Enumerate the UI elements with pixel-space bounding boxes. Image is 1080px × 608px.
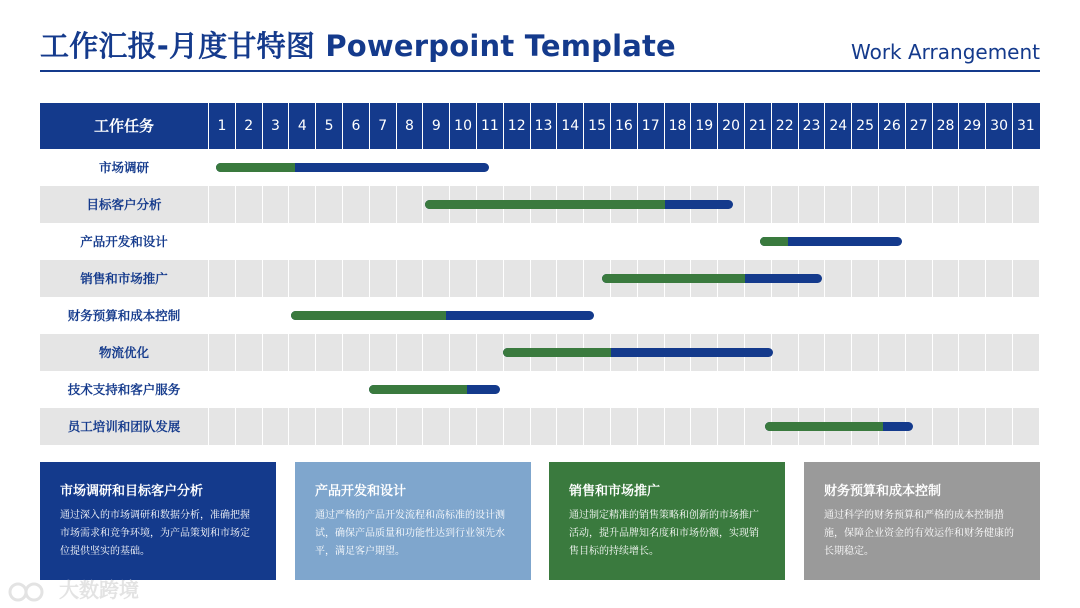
day-header-5: 5 — [315, 103, 342, 149]
gantt-cell — [208, 408, 235, 445]
day-header-10: 10 — [449, 103, 476, 149]
gantt-cell — [637, 223, 664, 260]
day-header-7: 7 — [369, 103, 396, 149]
gantt-cell — [503, 371, 530, 408]
gantt-cell — [717, 297, 744, 334]
card-body: 通过深入的市场调研和数据分析，准确把握市场需求和竞争环境，为产品策划和市场定位提供坚实的基础。 — [60, 510, 250, 557]
gantt-cell — [958, 149, 985, 186]
gantt-cell — [208, 260, 235, 297]
task-label: 目标客户分析 — [40, 186, 208, 223]
gantt-cell — [717, 149, 744, 186]
day-header-22: 22 — [771, 103, 798, 149]
gantt-cell — [449, 408, 476, 445]
gantt-cell — [610, 371, 637, 408]
card-title: 产品开发和设计 — [315, 484, 407, 499]
gantt-cell — [235, 223, 262, 260]
gantt-cell — [342, 260, 369, 297]
gantt-rows — [40, 149, 1040, 445]
card-body: 通过严格的产品开发流程和高标准的设计测试，确保产品质量和功能性达到行业领先水平，满足客户期望。 — [315, 510, 505, 557]
day-header-8: 8 — [396, 103, 423, 149]
gantt-cell — [235, 186, 262, 223]
gantt-cell — [1012, 371, 1039, 408]
gantt-cell — [530, 149, 557, 186]
gantt-cell — [610, 223, 637, 260]
gantt-cell — [958, 371, 985, 408]
gantt-cell — [637, 149, 664, 186]
gantt-cell — [315, 223, 342, 260]
gantt-cell — [985, 334, 1012, 371]
gantt-cell — [583, 223, 610, 260]
gantt-cell — [262, 260, 289, 297]
gantt-cell — [905, 149, 932, 186]
gantt-cell — [449, 260, 476, 297]
task-progress-bar — [216, 163, 295, 172]
gantt-cell — [315, 260, 342, 297]
gantt-cell — [851, 371, 878, 408]
task-label: 销售和市场推广 — [40, 260, 208, 297]
day-header-15: 15 — [583, 103, 610, 149]
gantt-cell — [637, 297, 664, 334]
gantt-cell — [798, 149, 825, 186]
gantt-cell — [824, 297, 851, 334]
gantt-cell — [556, 149, 583, 186]
title-divider — [40, 70, 1040, 72]
watermark — [8, 574, 139, 604]
card-body: 通过制定精准的销售策略和创新的市场推广活动，提升品牌知名度和市场份额，实现销售目标的持续增长。 — [569, 510, 759, 557]
gantt-cell — [422, 223, 449, 260]
gantt-cell — [262, 186, 289, 223]
gantt-row — [40, 334, 1040, 371]
gantt-cell — [985, 260, 1012, 297]
gantt-cell — [932, 149, 959, 186]
gantt-cell — [288, 223, 315, 260]
gantt-cell — [798, 186, 825, 223]
gantt-cell — [396, 260, 423, 297]
gantt-cell — [905, 371, 932, 408]
day-header-12: 12 — [503, 103, 530, 149]
gantt-cell — [798, 297, 825, 334]
gantt-cell — [235, 371, 262, 408]
gantt-cell — [878, 297, 905, 334]
day-header-3: 3 — [262, 103, 289, 149]
gantt-cell — [851, 149, 878, 186]
gantt-cell — [717, 371, 744, 408]
gantt-row — [40, 223, 1040, 260]
gantt-cell — [905, 334, 932, 371]
gantt-cell — [985, 408, 1012, 445]
gantt-cell — [958, 334, 985, 371]
task-progress-bar — [503, 348, 611, 357]
gantt-row — [40, 371, 1040, 408]
gantt-cell — [771, 334, 798, 371]
card-title: 销售和市场推广 — [569, 484, 661, 499]
summary-card — [804, 462, 1040, 580]
day-header-18: 18 — [664, 103, 691, 149]
gantt-cell — [824, 149, 851, 186]
gantt-cell — [208, 371, 235, 408]
gantt-cell — [744, 371, 771, 408]
gantt-cell — [824, 334, 851, 371]
gantt-cell — [476, 408, 503, 445]
task-bar — [369, 385, 500, 394]
gantt-cell — [798, 334, 825, 371]
task-label: 市场调研 — [98, 160, 149, 175]
task-bar — [760, 237, 902, 246]
gantt-cell — [637, 371, 664, 408]
gantt-cell — [449, 334, 476, 371]
task-progress-bar — [760, 237, 788, 246]
gantt-cell — [422, 408, 449, 445]
day-header-14: 14 — [556, 103, 583, 149]
gantt-cell — [851, 297, 878, 334]
gantt-cell — [342, 371, 369, 408]
day-header-16: 16 — [610, 103, 637, 149]
gantt-cell — [262, 371, 289, 408]
gantt-cell — [744, 149, 771, 186]
day-header-28: 28 — [932, 103, 959, 149]
gantt-cell — [932, 371, 959, 408]
gantt-cell — [851, 186, 878, 223]
gantt-cell — [208, 334, 235, 371]
task-label: 财务预算和成本控制 — [67, 308, 181, 323]
task-bar — [602, 274, 822, 283]
task-progress-bar — [369, 385, 467, 394]
gantt-cell — [503, 260, 530, 297]
gantt-cell — [476, 260, 503, 297]
gantt-cell — [449, 223, 476, 260]
card-title: 市场调研和目标客户分析 — [60, 484, 204, 499]
task-label: 技术支持和客户服务 — [67, 382, 181, 397]
gantt-cell — [369, 334, 396, 371]
summary-card — [549, 462, 785, 580]
gantt-cell — [396, 223, 423, 260]
gantt-cell — [664, 371, 691, 408]
task-bar — [291, 311, 594, 320]
gantt-cell — [262, 408, 289, 445]
gantt-cell — [530, 408, 557, 445]
gantt-cell — [664, 223, 691, 260]
gantt-cell — [824, 371, 851, 408]
gantt-header — [40, 103, 1040, 149]
gantt-cell — [985, 297, 1012, 334]
gantt-cell — [369, 260, 396, 297]
task-progress-bar — [602, 274, 745, 283]
gantt-cell — [1012, 260, 1039, 297]
gantt-cell — [905, 297, 932, 334]
gantt-cell — [690, 408, 717, 445]
gantt-cell — [262, 334, 289, 371]
gantt-cell — [958, 297, 985, 334]
gantt-cell — [771, 297, 798, 334]
gantt-cell — [932, 297, 959, 334]
gantt-cell — [664, 297, 691, 334]
gantt-cell — [476, 223, 503, 260]
task-bar — [503, 348, 774, 357]
day-header-6: 6 — [342, 103, 369, 149]
day-header-24: 24 — [824, 103, 851, 149]
gantt-cell — [369, 223, 396, 260]
gantt-cell — [556, 223, 583, 260]
day-header-4: 4 — [288, 103, 315, 149]
day-header-30: 30 — [985, 103, 1012, 149]
gantt-cell — [610, 297, 637, 334]
gantt-cell — [905, 223, 932, 260]
task-label: 员工培训和团队发展 — [40, 408, 208, 445]
gantt-cell — [690, 297, 717, 334]
gantt-row — [40, 297, 1040, 334]
gantt-row — [40, 408, 1040, 445]
gantt-cell — [503, 149, 530, 186]
gantt-cell — [235, 297, 262, 334]
gantt-cell — [422, 334, 449, 371]
gantt-cell — [1012, 186, 1039, 223]
gantt-cell — [396, 334, 423, 371]
gantt-cell — [958, 260, 985, 297]
gantt-cell — [798, 371, 825, 408]
gantt-cell — [315, 371, 342, 408]
gantt-cell — [1012, 297, 1039, 334]
page-subtitle: Work Arrangement — [850, 40, 1040, 64]
gantt-cell — [878, 334, 905, 371]
day-header-26: 26 — [878, 103, 905, 149]
gantt-cell — [932, 260, 959, 297]
watermark-logo-icon — [8, 580, 52, 604]
task-bar — [216, 163, 489, 172]
gantt-cell — [342, 408, 369, 445]
summary-card — [295, 462, 531, 580]
task-progress-bar — [425, 200, 665, 209]
gantt-row — [40, 186, 1040, 223]
gantt-cell — [610, 408, 637, 445]
task-progress-bar — [765, 422, 883, 431]
day-header-20: 20 — [717, 103, 744, 149]
gantt-cell — [824, 186, 851, 223]
gantt-cell — [664, 149, 691, 186]
task-label: 物流优化 — [40, 334, 208, 371]
gantt-cell — [744, 297, 771, 334]
gantt-cell — [288, 408, 315, 445]
watermark-text: 大数跨境 — [58, 578, 139, 602]
gantt-cell — [288, 186, 315, 223]
gantt-cell — [1012, 334, 1039, 371]
gantt-cell — [235, 408, 262, 445]
gantt-cell — [771, 186, 798, 223]
task-bar — [425, 200, 733, 209]
gantt-cell — [315, 408, 342, 445]
gantt-cell — [530, 371, 557, 408]
gantt-cell — [315, 334, 342, 371]
gantt-cell — [208, 223, 235, 260]
page-title: 工作汇报-月度甘特图 Powerpoint Template — [40, 29, 676, 63]
gantt-cell — [932, 186, 959, 223]
task-bar — [765, 422, 912, 431]
gantt-cell — [288, 260, 315, 297]
gantt-chart — [40, 103, 1040, 445]
gantt-cell — [824, 260, 851, 297]
gantt-cell — [342, 334, 369, 371]
gantt-cell — [664, 408, 691, 445]
day-header-31: 31 — [1012, 103, 1039, 149]
gantt-cell — [396, 186, 423, 223]
gantt-cell — [208, 186, 235, 223]
card-title: 财务预算和成本控制 — [824, 484, 942, 499]
gantt-cell — [369, 186, 396, 223]
gantt-cell — [878, 260, 905, 297]
gantt-cell — [315, 186, 342, 223]
gantt-cell — [878, 371, 905, 408]
gantt-cell — [369, 408, 396, 445]
gantt-cell — [556, 260, 583, 297]
day-header-23: 23 — [798, 103, 825, 149]
task-progress-bar — [291, 311, 445, 320]
day-header-9: 9 — [422, 103, 449, 149]
gantt-cell — [932, 223, 959, 260]
gantt-cell — [985, 371, 1012, 408]
gantt-cell — [985, 186, 1012, 223]
gantt-cell — [690, 371, 717, 408]
summary-card — [40, 462, 276, 580]
gantt-cell — [878, 186, 905, 223]
gantt-cell — [262, 223, 289, 260]
gantt-cell — [905, 260, 932, 297]
gantt-cell — [1012, 408, 1039, 445]
day-header-29: 29 — [958, 103, 985, 149]
gantt-cell — [235, 334, 262, 371]
gantt-cell — [690, 149, 717, 186]
gantt-row — [40, 149, 1040, 186]
gantt-cell — [905, 186, 932, 223]
day-header-13: 13 — [530, 103, 557, 149]
day-header-25: 25 — [851, 103, 878, 149]
day-header-11: 11 — [476, 103, 503, 149]
gantt-cell — [503, 223, 530, 260]
card-body: 通过科学的财务预算和严格的成本控制措施，保障企业资金的有效运作和财务健康的长期稳定。 — [824, 510, 1014, 557]
task-label: 产品开发和设计 — [80, 234, 168, 249]
gantt-cell — [958, 408, 985, 445]
gantt-cell — [851, 260, 878, 297]
day-header-1: 1 — [208, 103, 235, 149]
day-header-17: 17 — [637, 103, 664, 149]
gantt-cell — [958, 186, 985, 223]
gantt-cell — [262, 297, 289, 334]
gantt-cell — [878, 149, 905, 186]
gantt-cell — [958, 223, 985, 260]
gantt-cell — [208, 297, 235, 334]
gantt-cell — [744, 186, 771, 223]
day-header-21: 21 — [744, 103, 771, 149]
task-column-header: 工作任务 — [93, 117, 154, 135]
day-header-19: 19 — [690, 103, 717, 149]
gantt-cell — [396, 408, 423, 445]
gantt-cell — [1012, 223, 1039, 260]
gantt-cell — [985, 149, 1012, 186]
gantt-cell — [342, 186, 369, 223]
gantt-cell — [503, 408, 530, 445]
gantt-cell — [288, 334, 315, 371]
gantt-cell — [288, 371, 315, 408]
gantt-cell — [342, 223, 369, 260]
gantt-cell — [717, 223, 744, 260]
gantt-cell — [851, 334, 878, 371]
gantt-cell — [771, 371, 798, 408]
gantt-cell — [422, 260, 449, 297]
gantt-cell — [583, 149, 610, 186]
gantt-cell — [717, 408, 744, 445]
gantt-row — [40, 260, 1040, 297]
gantt-cell — [530, 260, 557, 297]
gantt-cell — [235, 260, 262, 297]
gantt-cell — [1012, 149, 1039, 186]
gantt-cell — [556, 408, 583, 445]
gantt-cell — [583, 408, 610, 445]
gantt-cell — [637, 408, 664, 445]
gantt-cell — [690, 223, 717, 260]
gantt-cell — [932, 408, 959, 445]
gantt-cell — [985, 223, 1012, 260]
gantt-cell — [583, 371, 610, 408]
gantt-cell — [610, 149, 637, 186]
gantt-cell — [556, 371, 583, 408]
gantt-cell — [530, 223, 557, 260]
gantt-cell — [771, 149, 798, 186]
day-header-2: 2 — [235, 103, 262, 149]
gantt-cell — [932, 334, 959, 371]
gantt-cell — [476, 334, 503, 371]
day-header-27: 27 — [905, 103, 932, 149]
